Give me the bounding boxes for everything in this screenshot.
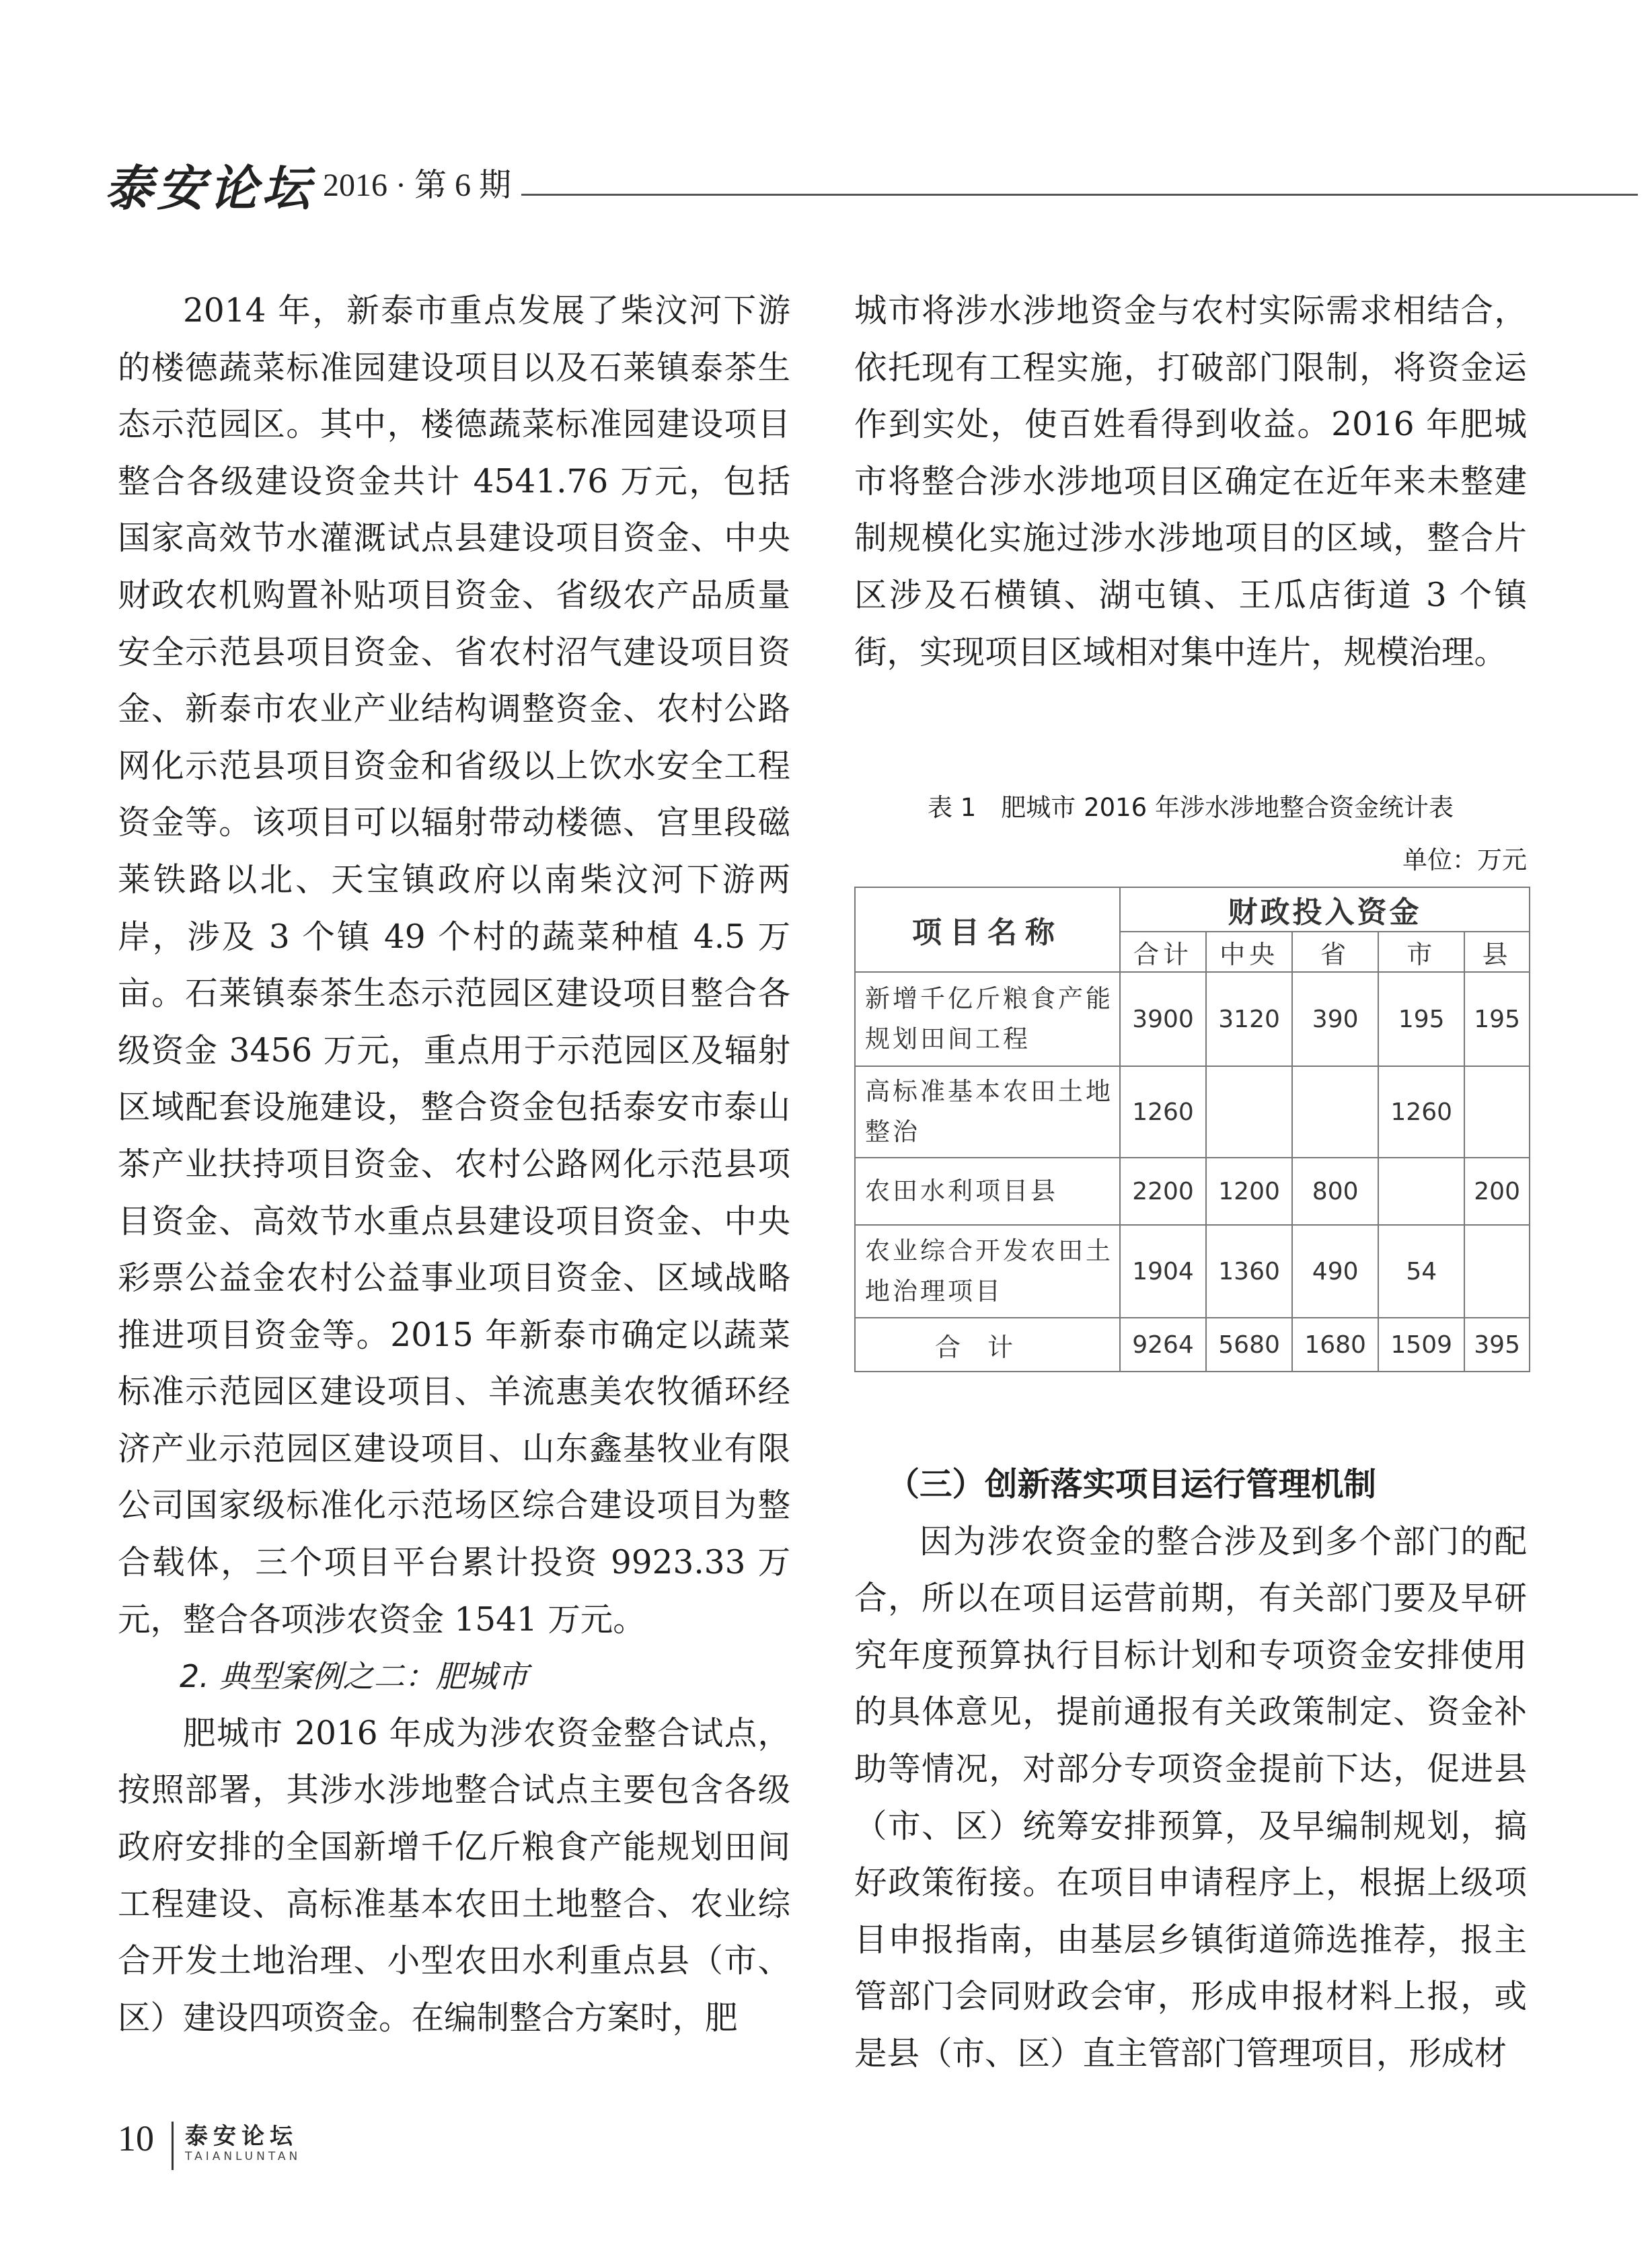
row-name: 高标准基本农田土地整治 — [855, 1066, 1120, 1158]
header-city: 市 — [1378, 932, 1464, 972]
page-header — [104, 149, 1544, 217]
paragraph: 肥城市 2016 年成为涉农资金整合试点，按照部署，其涉水涉地整合试点主要包含各级政府安排的全国新增千亿斤粮食产能规划田间工程建设、高标准基本农田土地整合、农业综合开发土地治理、小型农田水利重点县（市、区）建设四项资金。在编制整合方案时，肥 — [118, 1714, 790, 2037]
header-province: 省 — [1292, 932, 1378, 972]
left-column — [118, 283, 790, 2046]
case-subheading: 2. 典型案例之二：肥城市 — [180, 1658, 529, 1695]
cell-total: 1904 — [1120, 1225, 1206, 1318]
table-total-row — [855, 1318, 1530, 1372]
cell-province: 800 — [1292, 1158, 1378, 1225]
cell-central: 3120 — [1206, 972, 1292, 1066]
row-name: 合计 — [855, 1318, 1120, 1372]
table-row — [855, 972, 1530, 1066]
header-funding-group: 财政投入资金 — [1120, 887, 1530, 932]
page-number: 10 — [118, 2118, 154, 2159]
header-central: 中央 — [1206, 932, 1292, 972]
cell-central — [1206, 1066, 1292, 1158]
funding-table — [854, 887, 1530, 1372]
cell-province: 490 — [1292, 1225, 1378, 1318]
header-total: 合计 — [1120, 932, 1206, 972]
cell-county — [1464, 1066, 1530, 1158]
paragraph: 城市将涉水涉地资金与农村实际需求相结合，依托现有工程实施，打破部门限制，将资金运作到实处，使百姓看得到收益。2016 年肥城市将整合涉水涉地项目区确定在近年来未整建制规模化实施过涉水涉地项目的区域，整合片区涉及石横镇、湖屯镇、王瓜店街道 3 个镇街，实现项目区域相对集中连片，规模治理。 — [854, 292, 1527, 671]
right-column — [854, 283, 1527, 681]
cell-city: 54 — [1378, 1225, 1464, 1318]
cell-central: 1200 — [1206, 1158, 1292, 1225]
row-name: 农田水利项目县 — [855, 1158, 1120, 1225]
cell-total: 2200 — [1120, 1158, 1206, 1225]
table-caption: 表 1 肥城市 2016 年涉水涉地整合资金统计表 — [928, 793, 1454, 822]
paragraph: 因为涉农资金的整合涉及到多个部门的配合，所以在项目运营前期，有关部门要及早研究年度预算执行目标计划和专项资金安排使用的具体意见，提前通报有关政策制定、资金补助等情况，对部分专项资金提前下达，促进县（市、区）统筹安排预算，及早编制规划，搞好政策衔接。在项目申请程序上，根据上级项目申报指南，由基层乡镇街道筛选推荐，报主管部门会同财政会审，形成申报材料上报，或是县（市、区）直主管部门管理项目，形成材 — [854, 1522, 1527, 2072]
table-row — [855, 1158, 1530, 1225]
header-county: 县 — [1464, 932, 1530, 972]
cell-county — [1464, 1225, 1530, 1318]
right-column-lower — [854, 1456, 1527, 2083]
row-name: 新增千亿斤粮食产能规划田间工程 — [855, 972, 1120, 1066]
cell-county: 200 — [1464, 1158, 1530, 1225]
cell-city: 1509 — [1378, 1318, 1464, 1372]
cell-county: 395 — [1464, 1318, 1530, 1372]
row-name: 农业综合开发农田土地治理项目 — [855, 1225, 1120, 1318]
table-unit: 单位：万元 — [1402, 846, 1527, 874]
cell-province: 1680 — [1292, 1318, 1378, 1372]
cell-city: 1260 — [1378, 1066, 1464, 1158]
journal-logo: 泰安论坛 — [104, 159, 315, 217]
cell-total: 3900 — [1120, 972, 1206, 1066]
cell-central: 5680 — [1206, 1318, 1292, 1372]
section-heading: （三）创新落实项目运行管理机制 — [887, 1465, 1377, 1503]
cell-province — [1292, 1066, 1378, 1158]
cell-city: 195 — [1378, 972, 1464, 1066]
header-project-name: 项目名称 — [855, 887, 1120, 972]
issue-label: 2016 · 第 6 期 — [323, 167, 511, 203]
cell-province: 390 — [1292, 972, 1378, 1066]
header-rule — [521, 194, 1638, 196]
footer-pinyin: TAIANLUNTAN — [185, 2150, 301, 2163]
cell-county: 195 — [1464, 972, 1530, 1066]
footer-title: 泰安论坛 — [185, 2123, 298, 2150]
footer-divider — [172, 2122, 174, 2170]
paragraph: 2014 年，新泰市重点发展了柴汶河下游的楼德蔬菜标准园建设项目以及石莱镇泰茶生态示范园区。其中，楼德蔬菜标准园建设项目整合各级建设资金共计 4541.76 万元，包括国家高效节水灌溉试点县建设项目资金、中央财政农机购置补贴项目资金、省级农产品质量安全示范县项目资金、省农村沼气建设项目资金、新泰市农业产业结构调整资金、农村公路网化示范县项目资金和省级以上饮水安全工程资金等。该项目可以辐射带动楼德、宫里段磁莱铁路以北、天宝镇政府以南柴汶河下游两岸，涉及 3 个镇 49 个村的蔬菜种植 4.5 万亩。石莱镇泰茶生态示范园区建设项目整合各级资金 3456 万元，重点用于示范园区及辐射区域配套设施建设，整合资金包括泰安市泰山茶产业扶持项目资金、农村公路网化示范县项目资金、高效节水重点县建设项目资金、中央彩票公益金农村公益事业项目资金、区域战略推进项目资金等。2015 年新泰市确定以蔬菜标准示范园区建设项目、羊流惠美农牧循环经济产业示范园区建设项目、山东鑫基牧业有限公司国家级标准化示范场区综合建设项目为整合载体，三个项目平台累计投资 9923.33 万元，整合各项涉农资金 1541 万元。 — [118, 292, 790, 1639]
cell-city — [1378, 1158, 1464, 1225]
cell-total: 1260 — [1120, 1066, 1206, 1158]
table-row — [855, 1066, 1530, 1158]
cell-central: 1360 — [1206, 1225, 1292, 1318]
table-row — [855, 1225, 1530, 1318]
cell-total: 9264 — [1120, 1318, 1206, 1372]
page-footer — [118, 2118, 521, 2178]
